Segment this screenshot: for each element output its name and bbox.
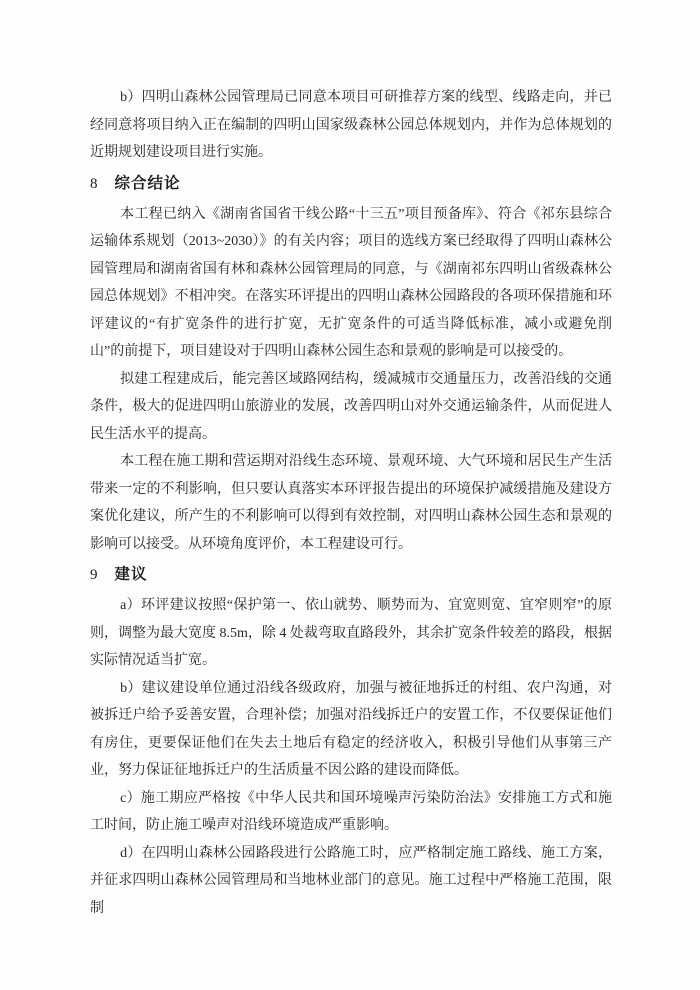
- paragraph-suggestion-c: c）施工期应严格按《中华人民共和国环境噪声污染防治法》安排施工方式和施工时间，防止施工噪声对沿线环境造成严重影响。: [90, 790, 612, 833]
- section-heading-9: [90, 558, 612, 592]
- section-title: 建议: [114, 566, 148, 583]
- paragraph-suggestion-a: a）环评建议按照“保护第一、依山就势、顺势而为、宜宽则宽、宜窄则窄”的原则，调整为最大宽度 8.5m，除 4 处裁弯取直路段外，其余扩宽条件较差的路段，根据实际情况适当扩宽。: [90, 598, 612, 668]
- section-heading-8: [90, 167, 612, 201]
- section-number: 9: [90, 567, 98, 583]
- paragraph-conclusion-feasibility: 本工程在施工期和营运期对沿线生态环境、景观环境、大气环境和居民生产生活带来一定的不利影响，但只要认真落实本环评报告提出的环境保护减缓措施及建设方案优化建议，所产生的不利影响可以得到有效控制，对四明山森林公园生态和景观的影响可以接受。从环境角度评价，本工程建设可行。: [90, 454, 612, 552]
- paragraph-b-continued: b）四明山森林公园管理局已同意本项目可研推荐方案的线型、线路走向，并已经同意将项目纳入正在编制的四明山国家级森林公园总体规划内，并作为总体规划的近期规划建设项目进行实施。: [90, 90, 612, 160]
- paragraph-conclusion-benefits: 拟建工程建成后，能完善区域路网结构，缓减城市交通量压力，改善沿线的交通条件，极大的促进四明山旅游业的发展，改善四明山对外交通运输条件，从而促进人民生活水平的提高。: [90, 371, 612, 442]
- paragraph-suggestion-b: b）建议建设单位通过沿线各级政府，加强与被征地拆迁的村组、农户沟通，对被拆迁户给予妥善安置，合理补偿；加强对沿线拆迁户的安置工作，不仅要保证他们有房住，更要保证他们在失去土地后有稳定的经济收入，积极引导他们从事第三产业，努力保证征地拆迁户的生活质量不因公路的建设而降低。: [90, 680, 612, 778]
- section-title: 综合结论: [114, 174, 181, 192]
- paragraph-suggestion-d: d）在四明山森林公园路段进行公路施工时，应严格制定施工路线、施工方案，并征求四明山森林公园管理局和当地林业部门的意见。施工过程中严格施工范围，限制: [90, 845, 612, 916]
- section-number: 8: [90, 175, 98, 192]
- paragraph-conclusion-planning: 本工程已纳入《湖南省国省干线公路“十三五”项目预备库》、符合《祁东县综合运输体系规划（2013~2030）》的有关内容；项目的选线方案已经取得了四明山森林公园管理局和湖南省国有林和森林公园管理局的同意，与《湖南祁东四明山省级森林公园总体规划》不相冲突。在落实环评提出的四明山森林公园路段的各项环保措施和环评建议的“有扩宽条件的进行扩宽，无扩宽条件的可适当降低标准，减小或避免削山”的前提下，项目建设对于四明山森林公园生态和景观的影响是可以接受的。: [90, 206, 612, 359]
